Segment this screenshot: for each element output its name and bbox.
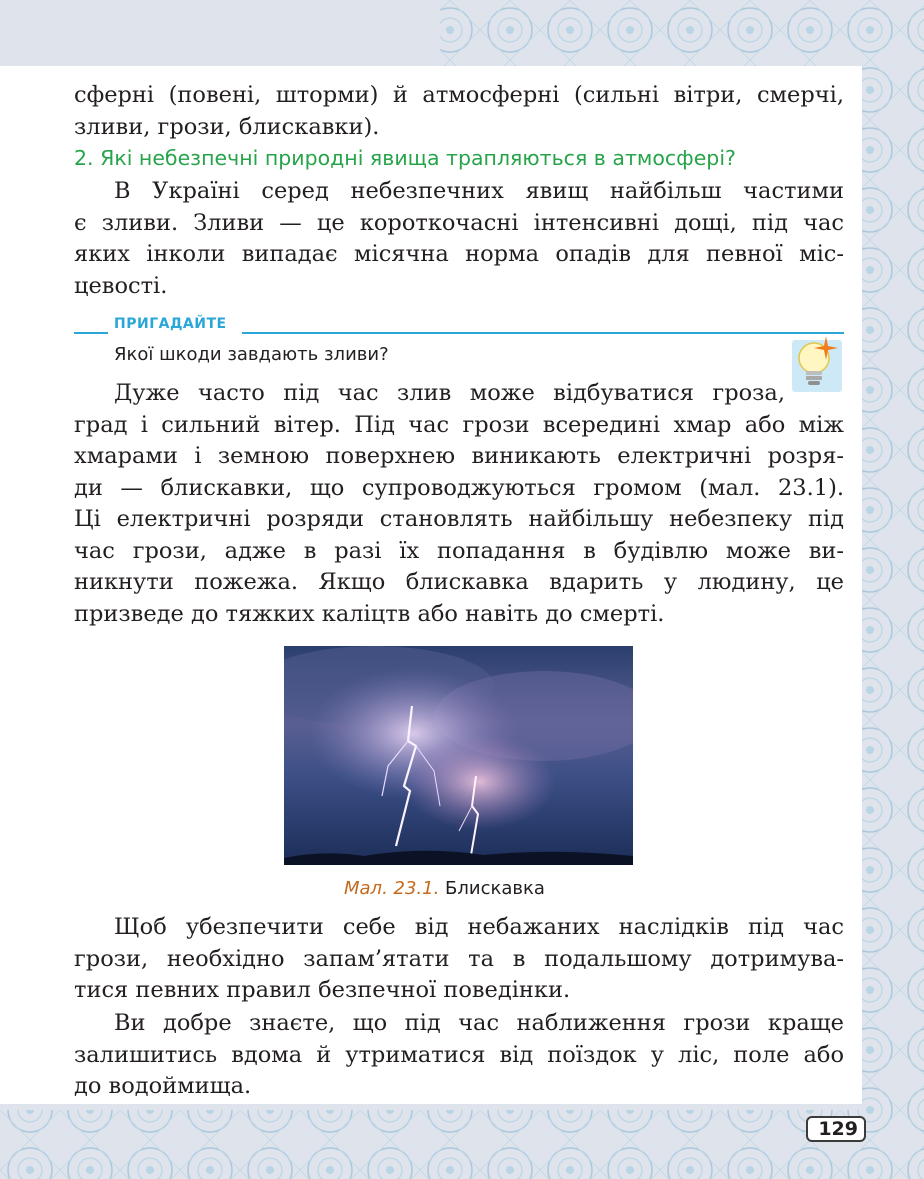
page-number: 129	[806, 1116, 866, 1142]
paragraph-intro-continued	[74, 80, 844, 143]
text-line: Ці електричні розряди становлять найбільшу небезпеку під	[74, 506, 844, 532]
figure-caption	[344, 878, 545, 899]
text-line: зливи, грози, блискавки).	[74, 113, 380, 140]
paragraph-downpours	[74, 176, 844, 302]
recall-section-header	[74, 316, 844, 334]
text-line: хмарами і земною поверхнею виникають електричні розря-	[74, 443, 844, 469]
recall-rule-right	[242, 332, 844, 334]
text-line: Ви добре знаєте, що під час наближення грози краще	[114, 1010, 844, 1036]
section-heading: 2. Які небезпечні природні явища трапляються в атмосфері?	[74, 146, 736, 170]
paragraph-safety-rules	[74, 912, 844, 1007]
figure-caption-text: Блискавка	[445, 878, 545, 899]
text-line: сферні (повені, шторми) й атмосферні (сильні вітри, смерчі,	[74, 82, 844, 108]
text-line: грози, необхідно запам’ятати та в подальшому дотримува-	[74, 945, 844, 972]
text-line: Дуже часто під час злив може відбуватися гроза,	[114, 380, 785, 406]
recall-label: ПРИГАДАЙТЕ	[114, 316, 227, 332]
text-line: ди — блискавки, що супроводжуються громом (мал. 23.1).	[74, 474, 844, 501]
paragraph-thunderstorm	[74, 378, 844, 630]
recall-rule-left	[74, 332, 108, 334]
text-line: залишитись вдома й утриматися від поїздок у ліс, поле або	[74, 1041, 844, 1068]
text-line: до водоймища.	[74, 1073, 252, 1099]
text-line: яких інколи випадає місячна норма опадів для певної міс-	[74, 241, 844, 267]
recall-question: Якої шкоди завдають зливи?	[114, 344, 389, 365]
text-line: никнути пожежа. Якщо блискавка вдарить у людину, це	[74, 569, 844, 595]
text-line: град і сильний вітер. Під час грози всередині хмар або між	[74, 411, 844, 438]
text-line: є зливи. Зливи — це короткочасні інтенсивні дощі, під час	[74, 209, 844, 236]
text-line: час грози, адже в разі їх попадання в будівлю може ви-	[74, 537, 844, 564]
text-line: призведе до тяжких каліцтв або навіть до смерті.	[74, 600, 665, 627]
text-line: В Україні серед небезпечних явищ найбільш частими	[114, 178, 844, 204]
paragraph-stay-home	[74, 1008, 844, 1103]
text-line: Щоб убезпечити себе від небажаних наслідків під час	[114, 914, 844, 940]
figure-number: Мал. 23.1.	[344, 878, 440, 899]
lightning-photo	[284, 646, 633, 865]
text-line: цевості.	[74, 272, 168, 299]
text-line: тися певних правил безпечної поведінки.	[74, 977, 571, 1003]
